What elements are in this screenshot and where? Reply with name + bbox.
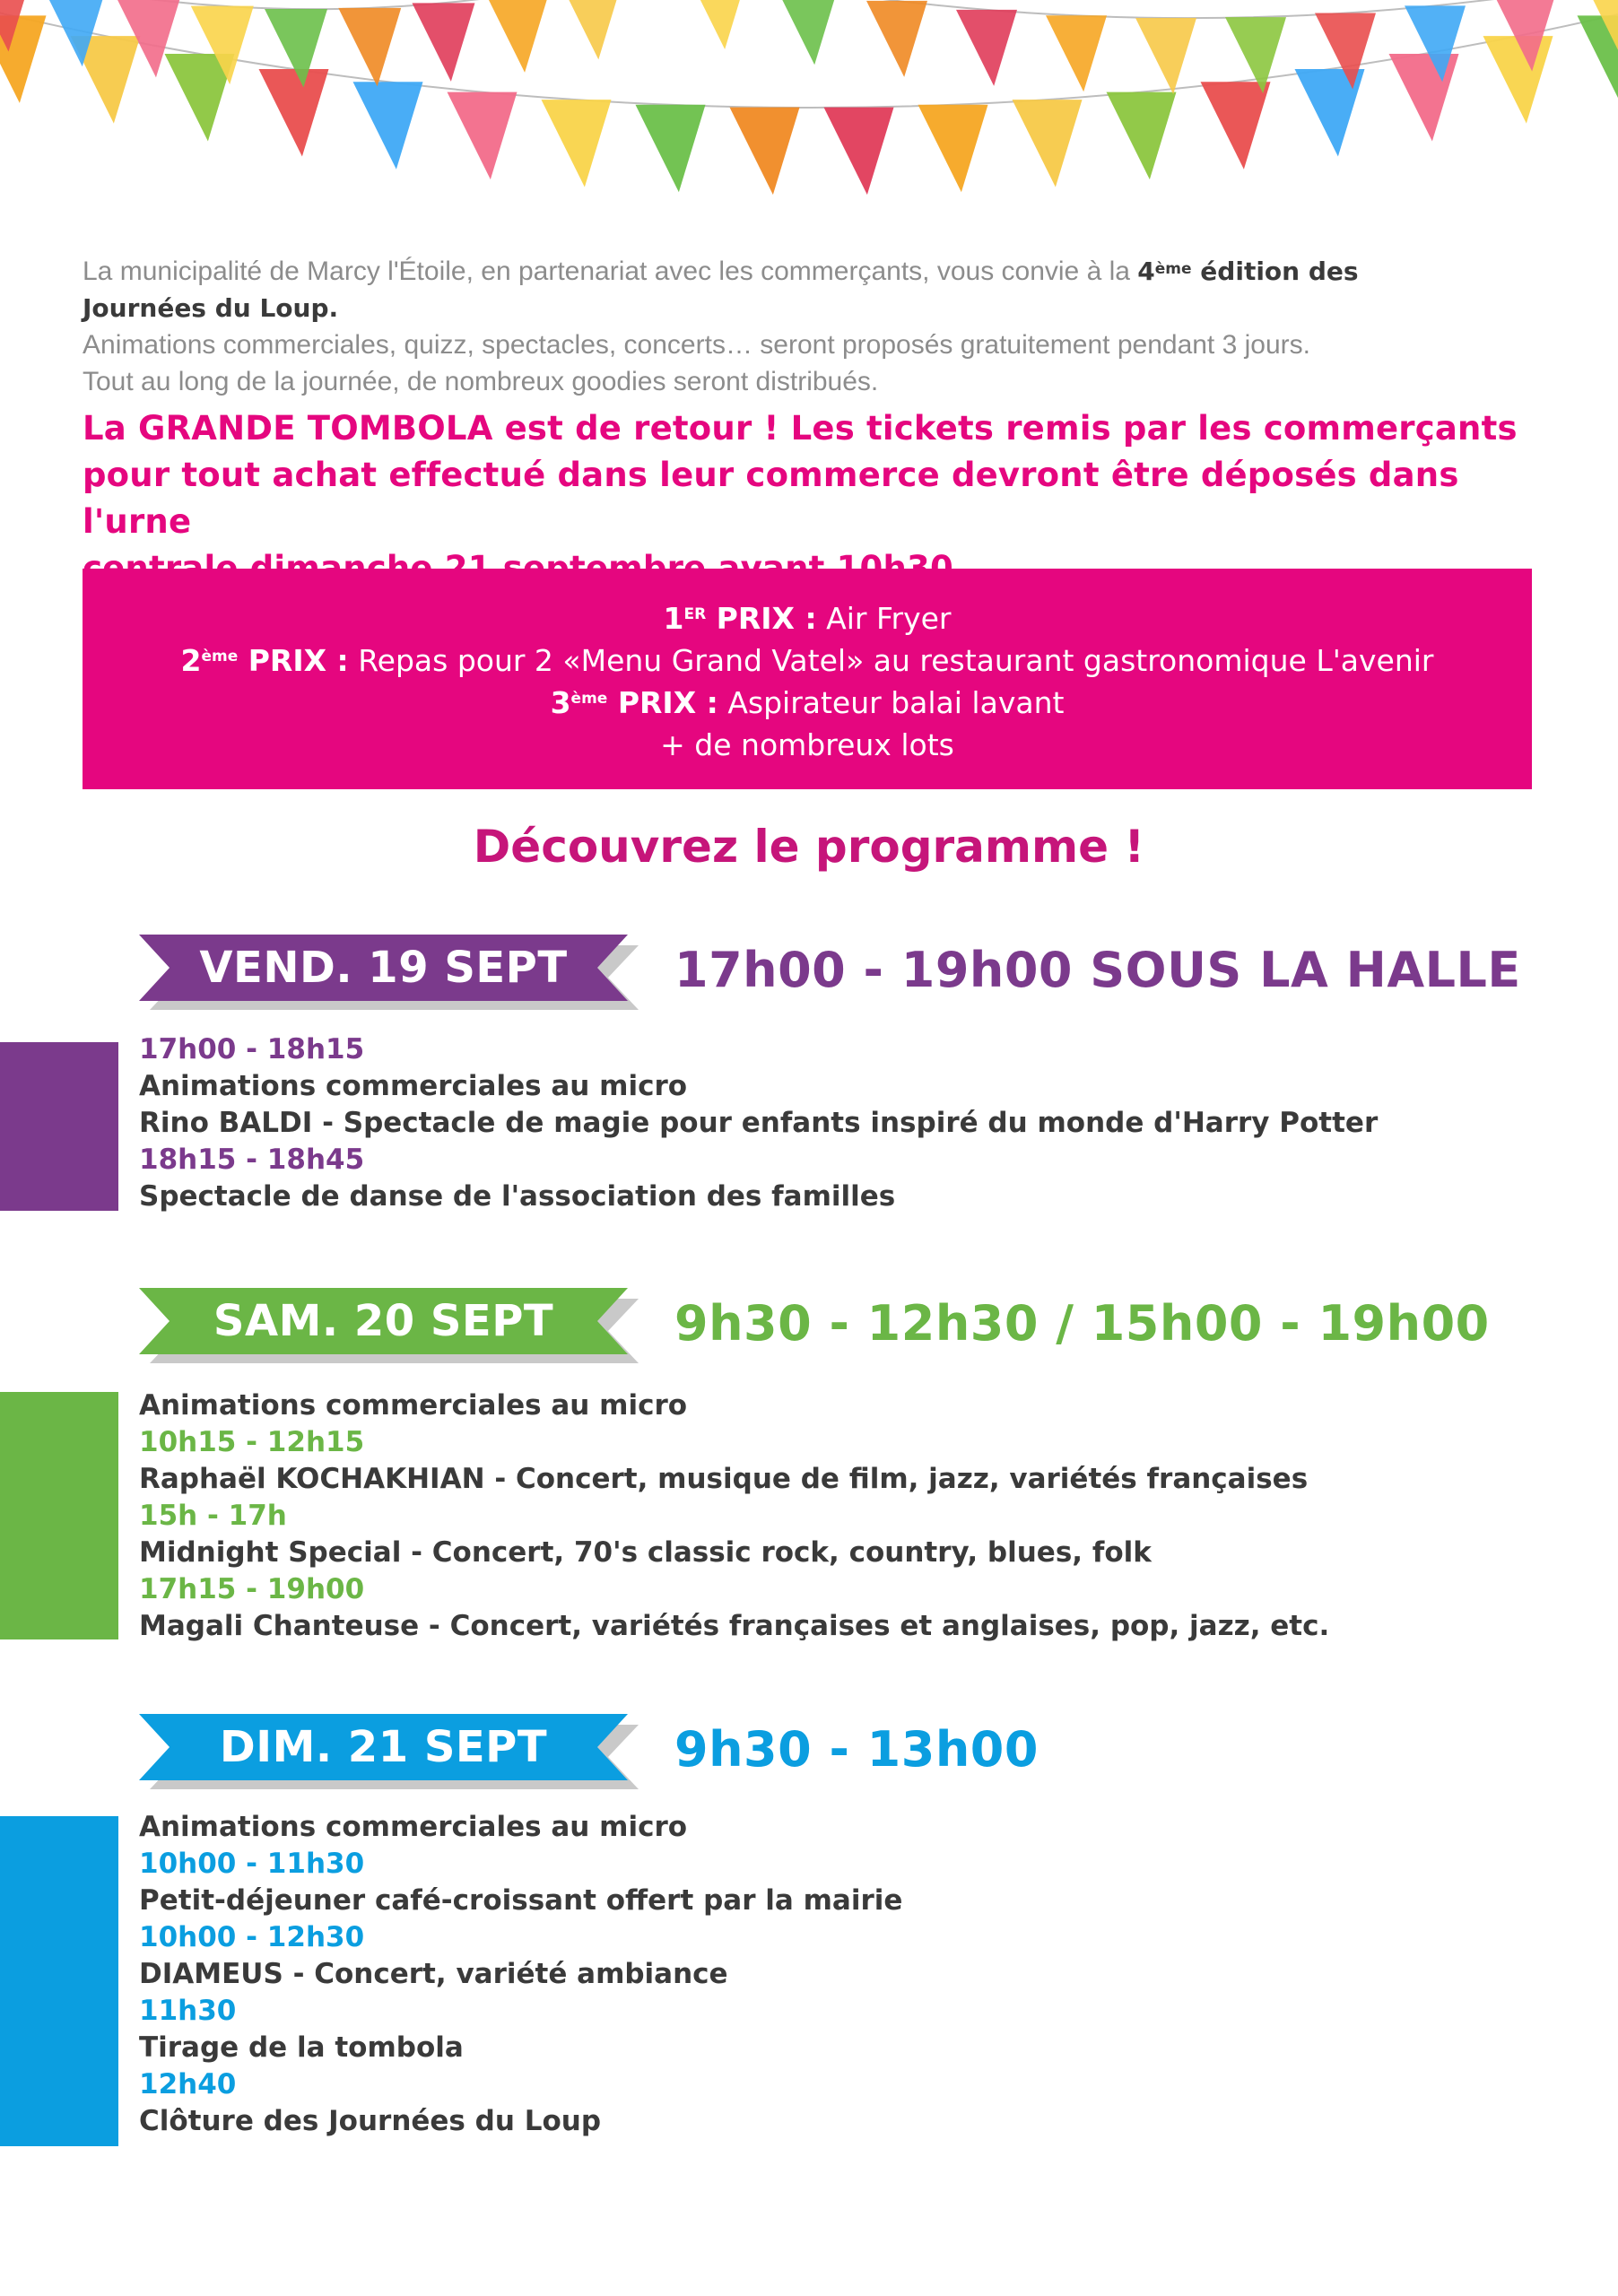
day-label: DIM. 21 SEPT [219, 1722, 548, 1772]
prize-2: 2ème PRIX : Repas pour 2 «Menu Grand Vatel» au restaurant gastronomique L'avenir [180, 643, 1434, 678]
pennant-flag [353, 82, 423, 170]
tombola-announcement: La GRANDE TOMBOLA est de retour ! Les tickets remis par les commerçants pour tout achat effectué dans leur commerce devront être déposés dans l'urne [83, 409, 1518, 541]
prize-1: 1ER PRIX : Air Fryer [663, 601, 952, 636]
intro-line-1: La municipalité de Marcy l'Étoile, en partenariat avec les commerçants, vous convie à la 4ème édition des [83, 257, 1359, 286]
pennant-flag [560, 0, 622, 59]
prize-extra: + de nombreux lots [660, 727, 954, 762]
event-item: Tirage de la tombola [139, 2031, 464, 2064]
event-time: 10h00 - 11h30 [139, 1848, 365, 1880]
pennant-flag [1483, 36, 1553, 124]
side-bar-friday [0, 1042, 118, 1211]
pennant-flag [866, 1, 927, 77]
event-item: Magali Chanteuse - Concert, variétés françaises et anglaises, pop, jazz, etc. [139, 1610, 1330, 1642]
events-saturday [139, 1387, 1484, 1645]
prize-box [83, 569, 1532, 789]
event-item: Spectacle de danse de l'association des familles [139, 1180, 896, 1213]
pennant-flag [1046, 15, 1107, 91]
intro-line-2: Journées du Loup. [83, 293, 339, 323]
pennant-flag [338, 8, 401, 87]
intro-line-3: Animations commerciales, quizz, spectacles, concerts… seront proposés gratuitement pendant 3 jours. [83, 330, 1310, 360]
pennant-flag [1201, 82, 1271, 170]
pennant-flag [1389, 54, 1459, 142]
day-hours: 17h00 - 19h00 SOUS LA HALLE [674, 942, 1521, 998]
event-item: Midnight Special - Concert, 70's classic rock, country, blues, folk [139, 1536, 1152, 1569]
day-ribbon-sunday [139, 1712, 641, 1795]
pennant-flag [824, 108, 894, 196]
day-label: VEND. 19 SEPT [199, 943, 568, 993]
event-time: 10h00 - 12h30 [139, 1921, 365, 1953]
event-item: DIAMEUS - Concert, variété ambiance [139, 1958, 728, 1990]
event-item: Animations commerciales au micro [139, 1070, 688, 1102]
event-item: Raphaël KOCHAKHIAN - Concert, musique de film, jazz, variétés françaises [139, 1463, 1309, 1495]
pennant-flag [918, 105, 988, 193]
pennant-flag [777, 0, 838, 65]
event-time: 17h00 - 18h15 [139, 1033, 365, 1065]
events-sunday [139, 1809, 1484, 2140]
event-item: Clôture des Journées du Loup [139, 2105, 602, 2137]
event-time: 15h - 17h [139, 1500, 287, 1532]
pennant-flag [1135, 18, 1196, 94]
day-label: SAM. 20 SEPT [213, 1296, 554, 1346]
event-time: 18h15 - 18h45 [139, 1144, 365, 1176]
event-time: 10h15 - 12h15 [139, 1426, 365, 1458]
programme-title: Découvrez le programme ! [473, 821, 1145, 873]
intro-paragraph [83, 253, 1535, 400]
intro-line-4: Tout au long de la journée, de nombreux goodies seront distribués. [83, 367, 879, 396]
day-ribbon-saturday [139, 1286, 641, 1369]
pennant-flag [412, 3, 474, 82]
pennant-flag [486, 0, 549, 73]
event-item: Animations commerciales au micro [139, 1389, 688, 1422]
pennant-flag [730, 108, 800, 196]
pennant-flag [542, 100, 612, 187]
events-friday [139, 1031, 1484, 1215]
side-bar-saturday [0, 1392, 118, 1639]
day-hours: 9h30 - 13h00 [674, 1721, 1039, 1778]
day-hours: 9h30 - 12h30 / 15h00 - 19h00 [674, 1295, 1490, 1352]
pennant-flag [1013, 100, 1083, 187]
pennant-flag [1107, 92, 1177, 180]
pennant-flag [956, 10, 1017, 86]
event-item: Animations commerciales au micro [139, 1811, 688, 1843]
event-time: 12h40 [139, 2068, 237, 2100]
pennant-flag [259, 69, 329, 157]
prize-3: 3ème PRIX : Aspirateur balai lavant [550, 685, 1065, 720]
pennant-flag [636, 105, 706, 193]
event-item: Rino BALDI - Spectacle de magie pour enfants inspiré du monde d'Harry Potter [139, 1107, 1379, 1139]
event-time: 11h30 [139, 1995, 237, 2027]
day-ribbon-friday [139, 933, 641, 1015]
bunting-decoration [0, 0, 1618, 269]
pennant-flag [448, 92, 518, 180]
pennant-flag [687, 0, 748, 49]
event-item: Petit-déjeuner café-croissant offert par la mairie [139, 1884, 903, 1917]
side-bar-sunday [0, 1816, 118, 2146]
event-time: 17h15 - 19h00 [139, 1573, 365, 1605]
